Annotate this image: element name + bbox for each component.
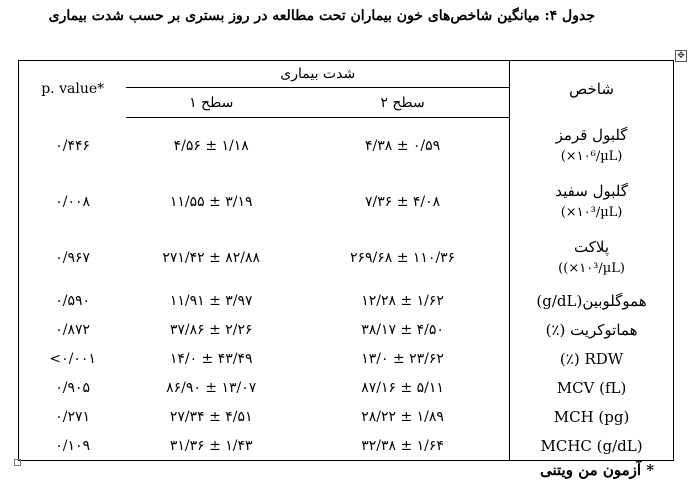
header-level-1: سطح ۱ xyxy=(126,88,296,118)
table-row xyxy=(19,286,674,315)
level1-cell: ۸۶/۹۰ ± ۱۳/۰۷ xyxy=(166,379,257,396)
indicator-name: هموگلوبین(g/dL) xyxy=(536,291,647,310)
indicator-name: گلبول قرمز xyxy=(555,125,628,144)
pvalue-cell: ۰/۸۷۲ xyxy=(19,315,127,344)
indicator-cell xyxy=(510,230,674,286)
level2-cell: ۱۲/۲۸ ± ۱/۶۲ xyxy=(361,292,444,309)
level1-cell: ۱۱/۹۱ ± ۳/۹۷ xyxy=(169,292,253,309)
pvalue-cell: ۰/۲۷۱ xyxy=(19,402,127,431)
level2-cell: ۳۸/۱۷ ± ۴/۵۰ xyxy=(361,321,444,338)
level2-cell: ۱۳/۰ ± ۲۳/۶۲ xyxy=(361,350,444,367)
pvalue-cell: <۰/۰۰۱ xyxy=(19,344,127,373)
pvalue-cell: ۰/۹۰۵ xyxy=(19,373,127,402)
level2-cell: ۷/۳۶ ± ۴/۰۸ xyxy=(364,194,441,210)
indicator-cell xyxy=(510,286,674,315)
header-severity-group: شدت بیماری xyxy=(126,61,509,88)
level2-cell: ۲۶۹/۶۸ ± ۱۱۰/۳۶ xyxy=(349,250,456,266)
level1-cell: ۳۱/۳۶ ± ۱/۴۳ xyxy=(126,431,296,461)
indicator-cell xyxy=(510,402,674,431)
indicator-name: MCH (pg) xyxy=(553,407,630,426)
table-row xyxy=(19,230,674,286)
level1-cell: ۱۴/۰ ± ۴۳/۴۹ xyxy=(169,350,253,367)
level1-cell: ۱۱/۵۵ ± ۳/۱۹ xyxy=(169,194,253,210)
pvalue-cell: ۰/۰۰۸ xyxy=(19,174,127,230)
indicator-cell xyxy=(510,344,674,373)
indicator-unit: (×۱۰⁶/µL) xyxy=(560,148,623,164)
move-handle-icon[interactable]: ✥ xyxy=(675,50,687,62)
pvalue-cell: ۰/۹۶۷ xyxy=(19,230,127,286)
indicator-name: RDW (٪) xyxy=(559,349,624,368)
table-row xyxy=(19,431,674,461)
level2-cell: ۳۲/۳۸ ± ۱/۶۴ xyxy=(296,431,510,461)
indicator-name: MCHC (g/dL) xyxy=(540,436,643,455)
pvalue-cell: ۰/۵۹۰ xyxy=(19,286,127,315)
indicator-unit: (×۱۰³/µL) xyxy=(560,205,623,220)
level1-cell: ۳۷/۸۶ ± ۲/۲۶ xyxy=(169,321,253,338)
blood-indices-table xyxy=(18,60,674,461)
indicator-cell xyxy=(510,431,674,461)
table-row xyxy=(19,344,674,373)
indicator-name: گلبول سفید xyxy=(555,182,628,200)
level2-cell: ۸۷/۱۶ ± ۵/۱۱ xyxy=(361,379,444,396)
indicator-cell xyxy=(510,118,674,175)
table-caption: جدول ۴: میانگین شاخص‌های خون بیماران تحت مطالعه در روز بستری بر حسب شدت بیماری xyxy=(48,8,595,24)
indicator-cell xyxy=(510,315,674,344)
resize-handle-icon[interactable] xyxy=(14,459,21,466)
table-row xyxy=(19,118,674,175)
level2-cell: ۲۸/۲۲ ± ۱/۸۹ xyxy=(361,408,444,425)
indicator-cell xyxy=(510,174,674,230)
level1-cell: ۴/۵۶ ± ۱/۱۸ xyxy=(173,138,249,154)
table-row xyxy=(19,315,674,344)
level1-cell: ۲۷/۳۴ ± ۴/۵۱ xyxy=(169,408,253,425)
table-row xyxy=(19,174,674,230)
table-footnote: * آزمون من ویتنی xyxy=(540,461,655,479)
pvalue-cell: ۰/۴۴۶ xyxy=(19,118,127,175)
indicator-name: هماتوکریت (٪) xyxy=(545,320,638,339)
indicator-unit: ((×۱۰³/µL) xyxy=(558,261,625,276)
indicator-name: MCV (fL) xyxy=(556,378,627,397)
indicator-name: پلاکت xyxy=(574,238,610,256)
header-pvalue: p. value* xyxy=(19,61,127,118)
indicator-cell xyxy=(510,373,674,402)
level1-cell: ۲۷۱/۴۲ ± ۸۲/۸۸ xyxy=(162,250,261,266)
table-row xyxy=(19,373,674,402)
pvalue-cell: ۰/۱۰۹ xyxy=(19,431,127,461)
level2-cell: ۴/۳۸ ± ۰/۵۹ xyxy=(364,138,441,154)
header-indicator: شاخص xyxy=(510,61,674,118)
header-level-2: سطح ۲ xyxy=(296,88,510,118)
table-row xyxy=(19,402,674,431)
